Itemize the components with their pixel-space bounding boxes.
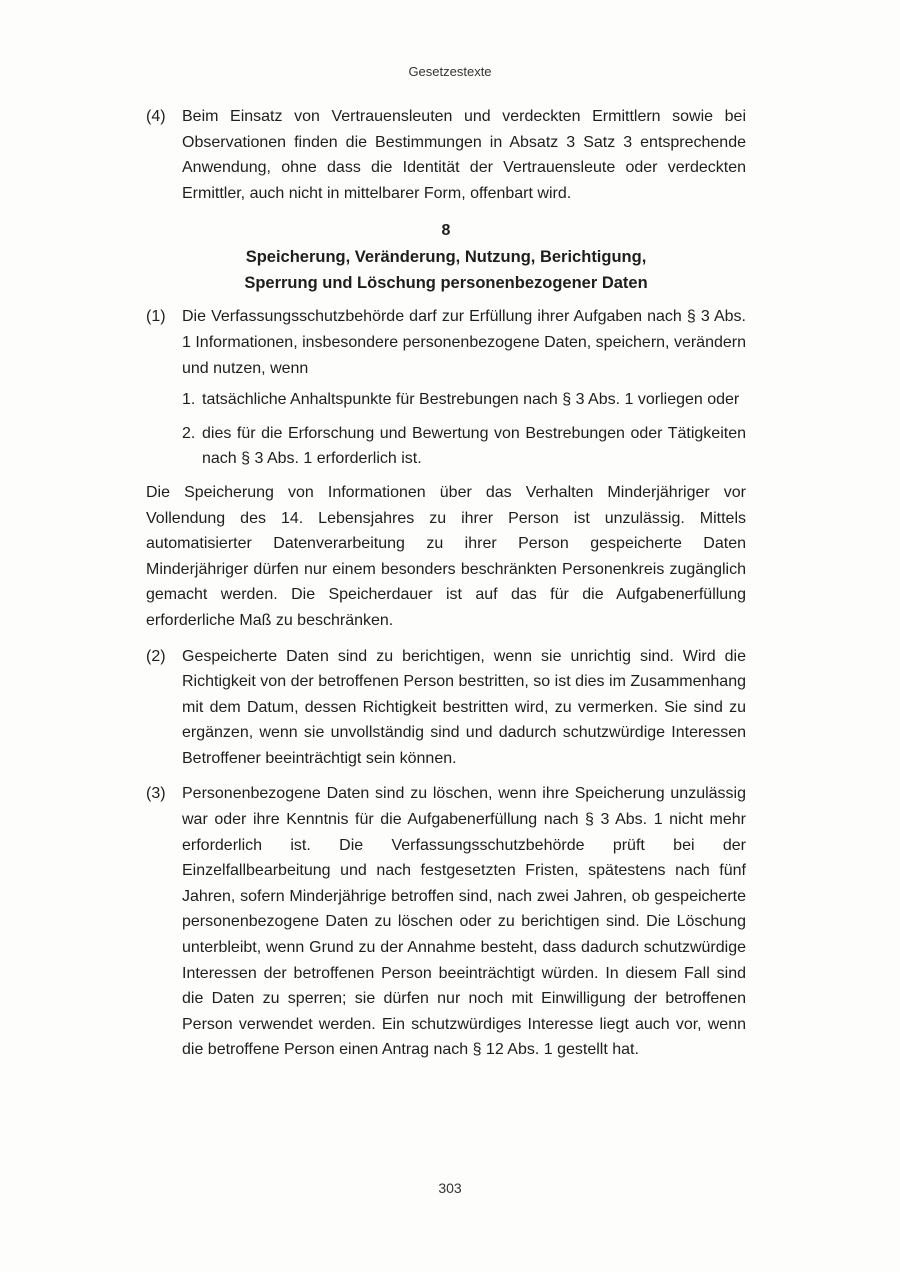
paragraph-number: (3) <box>146 785 166 803</box>
paragraph-text: Personenbezogene Daten sind zu löschen, wenn ihre Speicherung unzulässig war oder ihre Kenntnis für die Aufgabenerfüllung nach § 3 Abs. 1 nicht mehr erforderlich ist. Die Verfassungsschutzbehörde prüft bei der Einzelfallbearbeitung und nach festgesetzten Fristen, spätestens nach fünf Jahren, sofern Minderjährige betroffen sind, nach zwei Jahren, ob gespeicherte personenbezogene Daten zu löschen oder zu berichtigen sind. Die Löschung unterbleibt, wenn Grund zu der Annahme besteht, dass dadurch schutzwürdige Interessen der betroffenen Person beeinträchtigt würden. In diesem Fall sind die Daten zu sperren; sie dürfen nur noch mit Einwilligung der betroffenen Person verwendet werden. Ein schutzwürdiges Interesse liegt auch vor, wenn die betroffene Person einen Antrag nach § 12 Abs. 1 gestellt hat. <box>182 785 746 1059</box>
running-head: Gesetzestexte <box>408 64 492 79</box>
list-item-number: 2. <box>182 424 196 442</box>
section-title-line-2: Sperrung und Löschung personenbezogener Daten <box>244 274 648 293</box>
list-item-text: tatsächliche Anhaltspunkte für Bestrebungen nach § 3 Abs. 1 vorliegen oder <box>202 391 740 409</box>
paragraph-text: Gespeicherte Daten sind zu berichtigen, wenn sie unrichtig sind. Wird die Richtigkeit von der betroffenen Person bestritten, so ist dies im Zusammenhang mit dem Datum, dessen Richtigkeit bestritten wird, zu vermerken. Sie sind zu ergänzen, wenn sie unvollständig sind und dadurch schutzwürdige Interessen Betroffener beeinträchtigt sein können. <box>182 647 746 767</box>
paragraph-number: (1) <box>146 308 166 326</box>
list-item <box>182 421 746 472</box>
page-number: 303 <box>438 1180 462 1196</box>
paragraph-3 <box>146 781 746 1063</box>
section-title-line-1: Speicherung, Veränderung, Nutzung, Berichtigung, <box>245 248 647 267</box>
document-body <box>146 104 746 1073</box>
paragraph-text: Beim Einsatz von Vertrauensleuten und verdeckten Ermittlern sowie bei Observationen finden die Bestimmungen in Absatz 3 Satz 3 entsprechende Anwendung, ohne dass die Identität der Vertrauensleute oder verdeckten Ermittler, auch nicht in mittelbarer Form, offenbart wird. <box>182 108 746 202</box>
list-item <box>182 387 746 413</box>
paragraph-number: (2) <box>146 647 166 665</box>
section-title <box>146 244 746 296</box>
paragraph-1-list <box>182 387 746 472</box>
paragraph-text: Die Verfassungsschutzbehörde darf zur Erfüllung ihrer Aufgaben nach § 3 Abs. 1 Informationen, insbesondere personenbezogene Daten, speichern, verändern und nutzen, wenn <box>182 308 746 377</box>
paragraph-1-continuation: Die Speicherung von Informationen über das Verhalten Minderjähriger vor Vollendung des 14. Lebensjahres zu ihrer Person ist unzulässig. Mittels automatisierter Datenverarbeitung zu ihrer Person gespeicherte Daten Minderjähriger dürfen nur einem besonders beschränkten Personenkreis zugänglich gemacht werden. Die Speicherdauer ist auf das für die Aufgabenerfüllung erforderliche Maß zu beschränken. <box>146 483 746 629</box>
list-item-number: 1. <box>182 391 196 409</box>
paragraph-2 <box>146 644 746 772</box>
list-item-text: dies für die Erforschung und Bewertung von Bestrebungen oder Tätigkeiten nach § 3 Abs. 1 erforderlich ist. <box>202 424 746 468</box>
paragraph-4-prev-section <box>146 104 746 206</box>
paragraph-number: (4) <box>146 108 166 125</box>
section-number: 8 <box>441 222 451 240</box>
paragraph-1 <box>146 304 746 381</box>
